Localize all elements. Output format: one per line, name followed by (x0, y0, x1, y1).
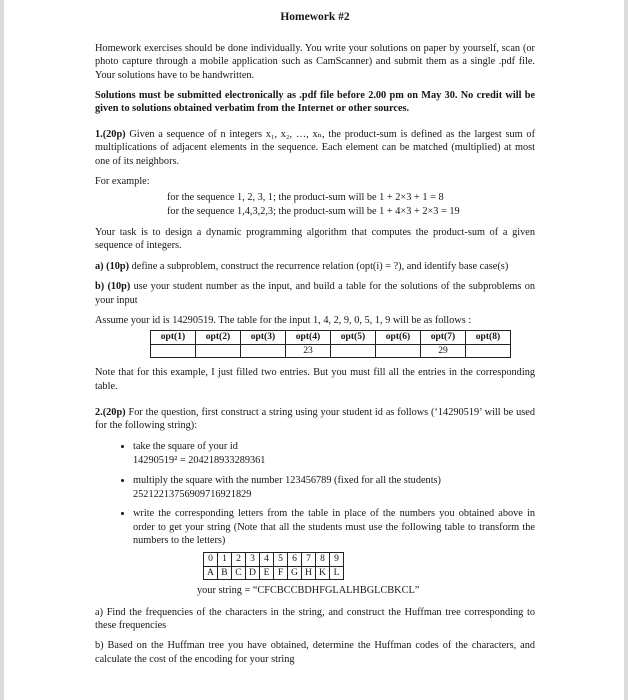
opt-table-value-row (151, 344, 511, 357)
q2-steps-list (95, 440, 535, 548)
digit-cell: 9 (330, 553, 344, 566)
letter-cell: D (246, 566, 260, 579)
letter-cell: A (204, 566, 218, 579)
opt-value-cell (331, 344, 376, 357)
digit-cell: 0 (204, 553, 218, 566)
opt-value-cell (196, 344, 241, 357)
submission-deadline: 2.00 pm on May 30 (368, 90, 455, 102)
opt-value-cell (466, 344, 511, 357)
opt-header-cell: opt(1) (151, 331, 196, 344)
your-string-line: your string = “CFCBCCBDHFGLALHBGLCBKCL” (197, 585, 420, 597)
opt-header-cell: opt(5) (331, 331, 376, 344)
q2-part-a: a) Find the frequencies of the characters in the string, and construct the Huffman tree corresponding to these frequencies (95, 606, 535, 632)
q1-task: Your task is to design a dynamic programming algorithm that computes the product-sum of a given sequence of integers. (95, 227, 535, 252)
intro-paragraph: Homework exercises should be done individually. You write your solutions on paper by yourself, scan (or photo capture through a mobile application such as CamScanner) and submit them as a single .pdf file. Your solutions have to be handwritten. (95, 42, 535, 81)
q2-part-b: b) Based on the Huffman tree you have obtained, determine the Huffman codes of the characters, and calculate the cost of the encoding for your string (95, 640, 535, 665)
page-title: Homework #2 (280, 11, 350, 23)
opt-value-cell (151, 344, 196, 357)
step-square-result: 14290519² = 204218933289361 (133, 455, 266, 467)
q2-label: 2.(20p) (95, 407, 126, 418)
step-square: • take the square of your id (133, 440, 535, 453)
opt-table (150, 330, 511, 358)
letter-cell: E (260, 566, 274, 579)
letter-cell: K (316, 566, 330, 579)
right-edge-shadow (624, 0, 628, 700)
digit-cell: 2 (232, 553, 246, 566)
digit-letter-table (203, 552, 344, 580)
digit-row (204, 553, 344, 566)
q1-a-label: a) (10p) (95, 260, 130, 272)
assume-line: Assume your id is 14290519. The table for the input 1, 4, 2, 9, 0, 5, 1, 9 will be as follows : (95, 314, 472, 326)
digit-cell: 1 (218, 553, 232, 566)
letter-cell: L (330, 566, 344, 579)
digit-cell: 5 (274, 553, 288, 566)
letter-cell: F (274, 566, 288, 579)
digit-cell: 3 (246, 553, 260, 566)
letter-cell: H (302, 566, 316, 579)
opt-header-cell: opt(2) (196, 331, 241, 344)
opt-value-cell: 29 (421, 344, 466, 357)
q1-part-b (95, 280, 535, 307)
digit-cell: 4 (260, 553, 274, 566)
digit-cell: 8 (316, 553, 330, 566)
submission-post: . No credit will be given to solutions obtained verbatim from the Internet or other sources. (95, 90, 536, 115)
opt-value-cell (241, 344, 286, 357)
q1-a-text: define a subproblem, construct the recurrence relation (opt(i) = ?), and identify base case(s) (131, 260, 509, 272)
q2-text: For the question, first construct a string using your student id as follows (‘14290519’ will be used for the following string): (95, 407, 536, 432)
digit-cell: 7 (302, 553, 316, 566)
document-page (95, 10, 535, 673)
q1-label: 1.(20p) (95, 128, 126, 140)
q2-paragraph (95, 406, 535, 433)
q1-paragraph (95, 128, 535, 168)
opt-header-cell: opt(7) (421, 331, 466, 344)
example-2: for the sequence 1,4,3,2,3; the product-sum will be 1 + 4×3 + 2×3 = 19 (167, 205, 460, 217)
opt-header-cell: opt(8) (466, 331, 511, 344)
left-edge-shadow (0, 0, 4, 700)
submission-pre: Solutions must be submitted electronically as .pdf file before (95, 90, 369, 102)
opt-value-cell: 23 (286, 344, 331, 357)
digit-cell: 6 (288, 553, 302, 566)
q1-note: Note that for this example, I just filled two entries. But you must fill all the entries in the corresponding table. (95, 367, 535, 392)
q1-b-label: b) (10p) (95, 281, 131, 293)
submission-paragraph (95, 89, 535, 116)
q1-part-a (95, 260, 535, 273)
opt-header-cell: opt(3) (241, 331, 286, 344)
letter-cell: C (232, 566, 246, 579)
opt-header-cell: opt(4) (286, 331, 331, 344)
letter-row (204, 566, 344, 579)
step-multiply-result: 25212213756909716921829 (133, 488, 252, 500)
step-letters: • write the corresponding letters from the table in place of the numbers you obtained above in order to get your string (Note that all the students must use the following table to transform the numbers to the letters) (133, 507, 535, 547)
example-1: for the sequence 1, 2, 3, 1; the product-sum will be 1 + 2×3 + 1 = 8 (167, 192, 444, 204)
step-multiply: • multiply the square with the number 123456789 (fixed for all the students) (133, 474, 535, 487)
q1-text: Given a sequence of n integers x₁, x₂, …, xₙ, the product-sum is defined as the largest sum of multiplications of adjacent elements in the sequence. Each element can be matched (multiplied) at most one of its neighbors. (95, 128, 536, 167)
opt-value-cell (376, 344, 421, 357)
opt-header-cell: opt(6) (376, 331, 421, 344)
q1-b-text: use your student number as the input, and build a table for the solutions of the subproblems on your input (95, 281, 535, 306)
letter-cell: G (288, 566, 302, 579)
letter-cell: B (218, 566, 232, 579)
for-example: For example: (95, 175, 150, 187)
opt-table-header-row (151, 331, 511, 344)
